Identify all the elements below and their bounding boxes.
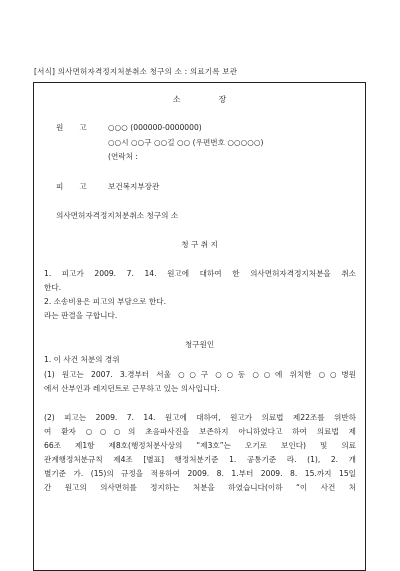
cause-section-title: 1. 이 사건 처분의 경위 [44, 355, 120, 364]
paragraph-line: 66조 제1항 제8호(행정처분사상의 “제3호”는 오기로 보인다) 및 의료 [44, 441, 356, 450]
case-title: 의사면허자격정지처분취소 청구의 소 [56, 211, 179, 220]
defendant-name: 보건복지부장관 [108, 182, 160, 191]
defendant-label: 피고 [56, 182, 103, 191]
plaintiff-contact: (연락처 : [108, 152, 138, 161]
claim-item: 1. 피고가 2009. 7. 14. 원고에 대하여 한 의사면허자격정지처분을 취소 [44, 269, 356, 278]
claim-heading: 청 구 취 지 [181, 240, 218, 249]
document-title: 소장 [172, 95, 265, 104]
plaintiff-address: ○○시 ○○구 ○○길 ○○ (우편번호 ○○○○○) [108, 138, 264, 147]
claim-item: 2. 소송비용은 피고의 부담으로 한다. [44, 297, 167, 306]
plaintiff-label: 원고 [56, 123, 103, 132]
claim-item: 한다. [44, 283, 62, 292]
paragraph-line: (1) 원고는 2007. 3.경부터 서울 ○○구 ○○동 ○○에 위치한 ○○병원 [44, 370, 356, 379]
paragraph-line: 여 환자 ○○○의 초음파사진을 보존하지 아니하였다고 하여 의료법 제 [44, 427, 356, 436]
paragraph-line: 간 원고의 의사면허를 정지하는 처분을 하였습니다(이하 “이 사건 처 [44, 483, 356, 492]
document-header: [서식] 의사면허자격정지처분취소 청구의 소 : 의료기록 보관 [34, 67, 238, 76]
plaintiff-name: ○○○ (000000-0000000) [108, 123, 202, 132]
claim-item: 라는 판결을 구합니다. [44, 311, 118, 320]
cause-heading: 청구원인 [184, 340, 215, 349]
paragraph-line: 별기준 가. (15)의 규정을 적용하여 2009. 8. 1.부터 2009. 8. 15.까지 15일 [44, 469, 356, 478]
paragraph-line: 관계행정처분규칙 제4조 [별표] 행정처분기준 1. 공통기준 라. (1), 2. 개 [44, 455, 356, 464]
complaint-document [33, 82, 366, 571]
paragraph-line: 에서 산부인과 레지던트로 근무하고 있는 의사입니다. [44, 384, 220, 393]
paragraph-line: (2) 피고는 2009. 7. 14. 원고에 대하여, 원고가 의료법 제22조를 위반하 [44, 413, 356, 422]
